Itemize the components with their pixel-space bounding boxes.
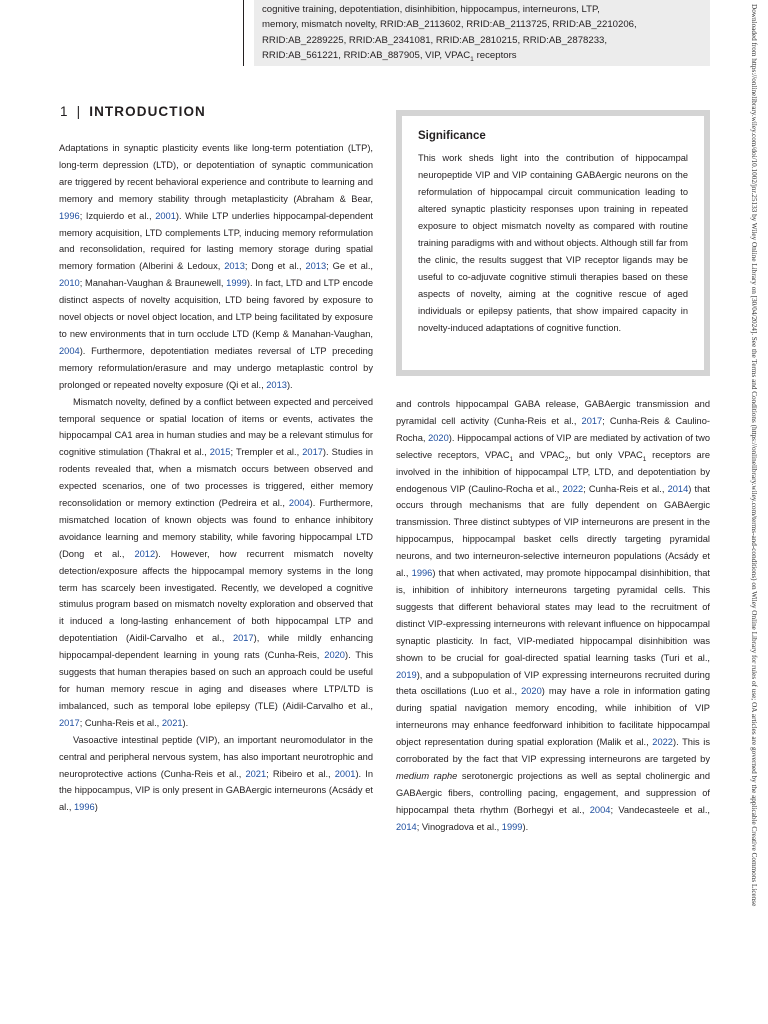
citation-year-link[interactable]: 1999: [501, 821, 523, 832]
citation-year-link[interactable]: 2017: [232, 633, 254, 644]
section-heading: [60, 104, 206, 119]
citation-year-link[interactable]: 2013: [224, 261, 245, 272]
citation-year-link[interactable]: 2017: [59, 717, 80, 728]
download-notice: [742, 4, 760, 924]
citation-year-link[interactable]: 2001: [334, 768, 356, 779]
keywords-line-2: memory, mismatch novelty, RRID:AB_2113602, RRID:AB_2113725, RRID:AB_2210206,: [262, 19, 637, 31]
citation-year-link[interactable]: 2021: [245, 768, 267, 779]
citation-year-link[interactable]: 2004: [59, 345, 80, 356]
citation-year-link[interactable]: 2022: [562, 483, 584, 494]
paragraph: Mismatch novelty, defined by a conflict between expected and perceived temporal sequence or spatial location of items or events, activates the hippocampal CA1 area in human studies and may be a relevant stimulus for cognitive stimulation (Thakral et al., 2015; Trempler et al., 2017). Studies in rodents revealed that, when a mismatch occurs between observed and expected scenarios, one of two processes is triggered, either memory reconsolidation or memory extinction (Pedreira et al., 2004). Furthermore, mismatched location of known objects was found to enhance inhibitory avoidance learning and memory stability, while favoring hippocampal LTD (Dong et al., 2012). However, how recurrent mismatch novelty detection/exposure affects the hippocampal memory systems in the long term has scarcely been investigated. Recently, we developed a cognitive stimulus program based on mismatch novelty exploration and observed that it induced a long-lasting enhancement of both hippocampal LTP and depotentiation (Aidil-Carvalho et al., 2017), while mildly enhancing hippocampal-dependent learning in young rats (Cunha-Reis, 2020). This suggests that human therapies based on such an approach could be useful for human memory rescue in aging and diseases where LTP/LTD is imbalanced, such as temporal lobe epilepsy (TLE) (Aidil-Carvalho et al., 2017; Cunha-Reis et al., 2021).: [59, 396, 374, 728]
citation-year-link[interactable]: 2014: [667, 483, 689, 494]
subscript: 1: [642, 455, 647, 463]
keywords-box: [254, 0, 710, 66]
citation-year-link[interactable]: 2017: [581, 415, 603, 426]
section-number: 1: [60, 104, 69, 119]
download-notice-text: Downloaded from https://onlinelibrary.wiley.com/doi/10.1002/jnr.25133 by Wiley Online Library on [30/04/2024]. See the Terms and Conditions (https://onlinelibrary.wiley.com/terms-and-conditions) on Wiley Online Library for rules of use; OA articles are governed by the applicable Creative Commons License: [750, 4, 758, 907]
citation-year-link[interactable]: 2012: [134, 548, 156, 559]
citation-year-link[interactable]: 2022: [652, 737, 673, 748]
citation-year-link[interactable]: 2013: [305, 261, 327, 272]
significance-title: Significance: [418, 130, 486, 142]
citation-year-link[interactable]: 2004: [288, 498, 310, 509]
significance-box: [396, 110, 710, 376]
citation-year-link[interactable]: 2004: [589, 804, 611, 815]
left-column: [59, 140, 373, 816]
keywords-line-4: RRID:AB_561221, RRID:AB_887905, VIP, $VPAC_1$ receptors: [262, 50, 517, 64]
right-column: [396, 396, 710, 836]
subscript: 2: [564, 455, 569, 463]
citation-year-link[interactable]: 2013: [266, 379, 287, 390]
paragraph: Vasoactive intestinal peptide (VIP), an important neuromodulator in the central and peripheral nervous system, has also important neurotrophic and neuroprotective actions (Cunha-Reis et al., 2021; Ribeiro et al., 2001). In the hippocampus, VIP is only present in GABAergic interneurons (Acsády et al., 1996): [59, 734, 373, 813]
citation-year-link[interactable]: 2020: [324, 650, 345, 661]
citation-year-link[interactable]: 2020: [428, 432, 449, 443]
citation-year-link[interactable]: 2021: [161, 717, 183, 728]
citation-year-link[interactable]: 2014: [396, 821, 417, 832]
significance-text: This work sheds light into the contribution of hippocampal neuropeptide VIP and VIP containing GABAergic neurons on the reformulation of hippocampal circuit communication leading to altered synaptic plasticity responses upon training in repeated exposure to object mismatch novelty as compared with routine training paradigms with and without objects. Although still far from the clinic, the results suggest that VIP receptor ligands may be useful to co-adjuvate cognitive stimuli therapies based on these aspects of novelty, aiming at the cognitive rescue of aged individuals or epilepsy patients, that show impaired capacity in novelty-induced adaptations of cognitive function.: [418, 153, 688, 333]
citation-year-link[interactable]: 2001: [155, 210, 176, 221]
citation-year-link[interactable]: 1996: [59, 210, 80, 221]
section-title: INTRODUCTION: [89, 104, 206, 119]
keywords-divider: [243, 0, 244, 66]
paragraph: Adaptations in synaptic plasticity events like long-term potentiation (LTP), long-term depression (LTD), or depotentiation of synaptic communication are triggered by recent behavioral experience and contribute to learning and memory and memory stability through metaplasticity (Abraham & Bear, 1996; Izquierdo et al., 2001). While LTP underlies hippocampal-dependent memory acquisition, LTD complements LTP, inducing memory reformulation and reconsolidation, required for lasting memory storage during spatial memory formation (Alberini & Ledoux, 2013; Dong et al., 2013; Ge et al., 2010; Manahan-Vaughan & Braunewell, 1999). In fact, LTD and LTP encode distinct aspects of novelty acquisition, LTD being favored by exposure to novel objects or novel object location, and LTP being facilitated by exposure to new environments that in turn occlude LTD (Kemp & Manahan-Vaughan, 2004). Furthermore, depotentiation mediates reversal of LTP preceding memory reformulation/erasure and may undergo metaplastic control by prolonged or repeated novelty exposure (Qi et al., 2013).: [59, 143, 374, 390]
citation-year-link[interactable]: 2015: [209, 447, 231, 458]
citation-year-link[interactable]: 1996: [74, 802, 95, 813]
italic-text: medium raphe: [396, 770, 458, 781]
citation-year-link[interactable]: 1999: [226, 278, 247, 289]
citation-year-link[interactable]: 2020: [521, 686, 542, 697]
citation-year-link[interactable]: 2010: [59, 278, 80, 289]
subscript: 1: [509, 455, 514, 463]
keywords-line-1: cognitive training, depotentiation, disinhibition, hippocampus, interneurons, LTP,: [262, 4, 600, 15]
paragraph: and controls hippocampal GABA release, GABAergic transmission and pyramidal cell activity (Cunha-Reis et al., 2017; Cunha-Reis & Caulino-Rocha, 2020). Hippocampal actions of VIP are mediated by activation of two selective receptors, $VPAC_1$ and $VPAC_2$, but only $VPAC_1$ receptors are involved in the inhibition of hippocampal LTP, LTD, and depotentiation by endogenous VIP (Caulino-Rocha et al., 2022; Cunha-Reis et al., 2014) that occurs through mechanisms that are fully dependent on GABAergic transmission. Three distinct subtypes of VIP interneurons are present in the hippocampus, hippocampal basket cells directly targeting pyramidal neurons, and two interneuron-selective interneuron populations (Acsády et al., 1996) that when activated, may promote hippocampal disinhibition, that is, inhibition of inhibitory interneurons targeting pyramidal cells. This suggests that different behavioral states may lead to the recruitment of distinct VIP-expressing interneurons with relevant influence on hippocampal synaptic plasticity. In fact, VIP-mediated hippocampal disinhibition was shown to be crucial for goal-directed spatial learning tasks (Turi et al., 2019), and a subpopulation of VIP expressing interneurons recruited during theta oscillations (Luo et al., 2020) may have a role in information gating during spatial navigation memory encoding, while inhibition of VIP interneurons may enhance feedforward inhibition to facilitate hippocampal object representation during spatial exploration (Malik et al., 2022). This is corroborated by the fact that VIP expressing interneurons are targeted by medium raphe serotonergic projections as well as septal cholinergic and GABAergic fibers, controlling pacing, engagement, and suppression of hippocampal theta rhythm (Borhegyi et al., 2004; Vandecasteele et al., 2014; Vinogradova et al., 1999).: [396, 399, 711, 832]
section-separator: |: [76, 104, 82, 119]
keywords-line-3: RRID:AB_2289225, RRID:AB_2341081, RRID:AB_2810215, RRID:AB_2878233,: [262, 34, 608, 46]
citation-year-link[interactable]: 1996: [411, 568, 433, 579]
citation-year-link[interactable]: 2017: [302, 447, 323, 458]
citation-year-link[interactable]: 2019: [396, 669, 417, 680]
